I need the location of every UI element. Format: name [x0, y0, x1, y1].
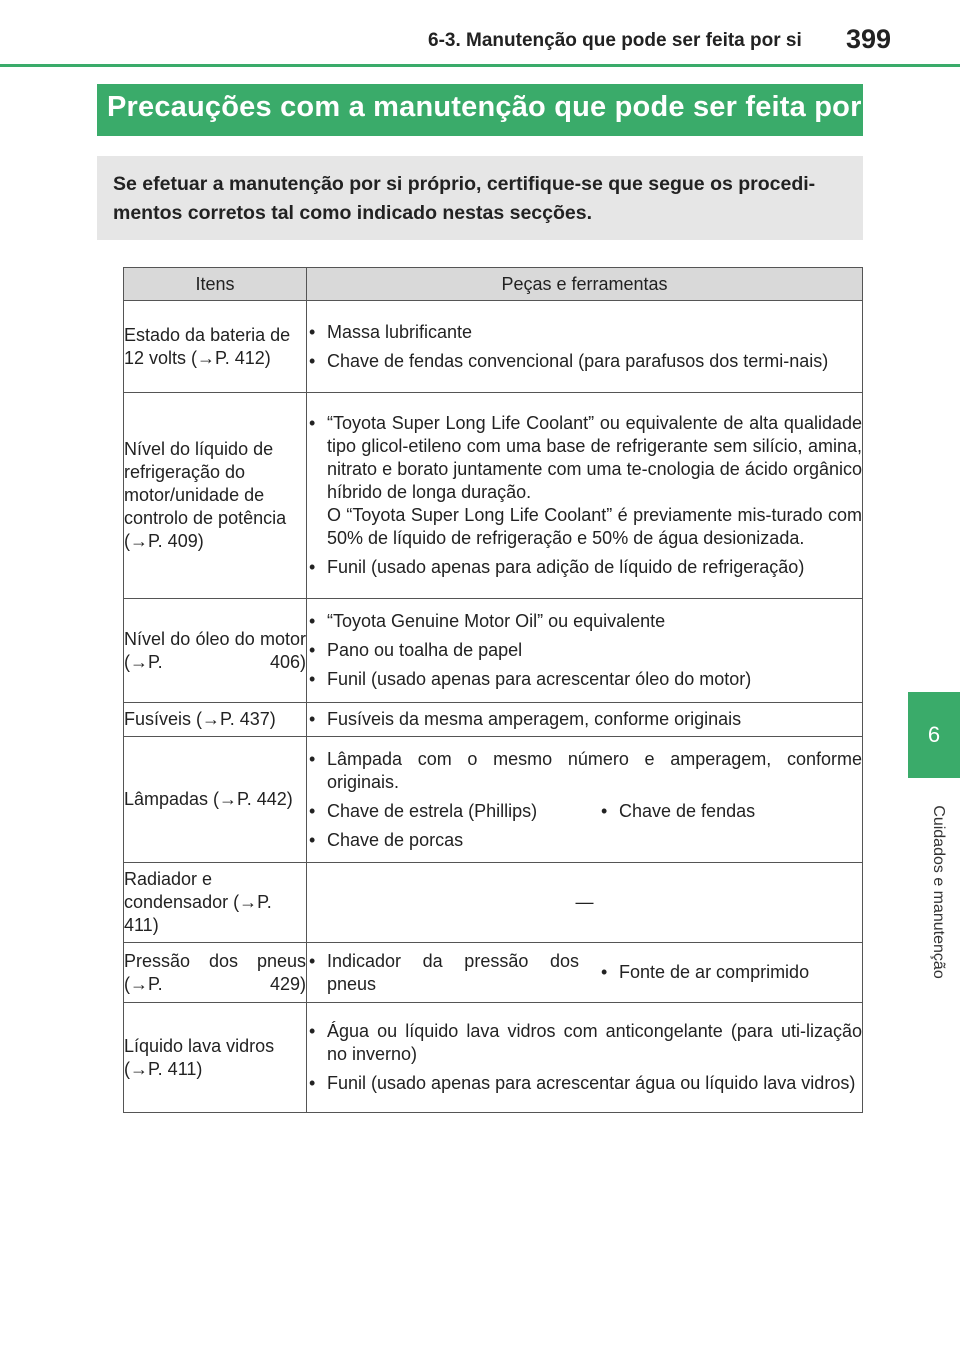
item-cell: Estado da bateria de 12 volts (→P. 412): [124, 301, 307, 393]
tools-cell: [307, 393, 863, 599]
list-pair: [307, 950, 862, 996]
list-item-note: O “Toyota Super Long Life Coolant” é previamente mis-turado com 50% de líquido de refrigeração e 50% de água desionizada.: [327, 505, 862, 548]
page-number: 399: [846, 24, 892, 54]
list-item: • Indicador da pressão dos pneus: [307, 950, 579, 996]
list-item: • Funil (usado apenas para acrescentar óleo do motor): [307, 668, 862, 691]
item-cell: Nível do óleo do motor (→P. 406): [124, 599, 307, 703]
list-item: • Funil (usado apenas para adição de líquido de refrigeração): [307, 556, 862, 579]
item-cell: Lâmpadas (→P. 442): [124, 737, 307, 863]
item-cell: Radiador e condensador (→P. 411): [124, 863, 307, 943]
header-tools: Peças e ferramentas: [307, 268, 863, 301]
chapter-tab[interactable]: [908, 692, 960, 778]
section-title: 6-3. Manutenção que pode ser feita por si: [428, 30, 802, 51]
tools-cell: [307, 863, 863, 943]
list-item: [307, 412, 862, 550]
page-heading: Precauções com a manutenção que pode ser feita por si: [97, 84, 863, 136]
list-item: • Pano ou toalha de papel: [307, 639, 862, 662]
table-row: [124, 943, 863, 1003]
list-item: • “Toyota Genuine Motor Oil” ou equivalente: [307, 610, 862, 633]
tools-cell: [307, 301, 863, 393]
tools-cell: [307, 599, 863, 703]
item-cell: Nível do líquido de refrigeração do motor/unidade de controlo de potência (→P. 409): [124, 393, 307, 599]
list-item-text: “Toyota Super Long Life Coolant” ou equivalente de alta qualidade tipo glicol-etileno com uma base de refrigerante sem silício, amina, nitrato e borato juntamente com uma te-cnologia de ácido orgânico híbrido de longa duração.: [327, 413, 862, 502]
list-item: • Lâmpada com o mesmo número e amperagem, conforme originais.: [307, 748, 862, 794]
parts-table: [123, 267, 863, 1113]
table-row: [124, 1003, 863, 1113]
list-item: • Funil (usado apenas para acrescentar água ou líquido lava vidros): [307, 1072, 862, 1095]
tools-cell: [307, 1003, 863, 1113]
list-item: • Massa lubrificante: [307, 321, 862, 344]
table-row: [124, 703, 863, 737]
list-item: • Água ou líquido lava vidros com anticongelante (para uti-lização no inverno): [307, 1020, 862, 1066]
tools-cell: [307, 737, 863, 863]
table-header-row: [124, 268, 863, 301]
table-row: [124, 301, 863, 393]
tools-cell: [307, 943, 863, 1003]
item-cell: Pressão dos pneus (→P. 429): [124, 943, 307, 1003]
header-rule: [0, 64, 960, 67]
table-row: [124, 393, 863, 599]
empty-dash: —: [575, 892, 594, 912]
item-cell: Fusíveis (→P. 437): [124, 703, 307, 737]
table-row: [124, 737, 863, 863]
list-pair: [307, 800, 862, 823]
table-row: [124, 863, 863, 943]
chapter-number: 6: [927, 722, 941, 747]
list-item: • Chave de fendas: [599, 800, 862, 823]
tools-cell: [307, 703, 863, 737]
intro-box: Se efetuar a manutenção por si próprio, certifique-se que segue os procedi-mentos corretos tal como indicado nestas secções.: [97, 156, 863, 240]
list-item: • Fonte de ar comprimido: [599, 961, 862, 984]
chapter-label: Cuidados e manutenção: [930, 805, 947, 979]
list-item: • Chave de estrela (Phillips): [307, 800, 599, 823]
list-item: • Fusíveis da mesma amperagem, conforme originais: [307, 708, 862, 731]
list-item: • Chave de porcas: [307, 829, 862, 852]
table-row: [124, 599, 863, 703]
item-cell: Líquido lava vidros (→P. 411): [124, 1003, 307, 1113]
header-items: Itens: [124, 268, 307, 301]
list-item: • Chave de fendas convencional (para parafusos dos termi-nais): [307, 350, 862, 373]
